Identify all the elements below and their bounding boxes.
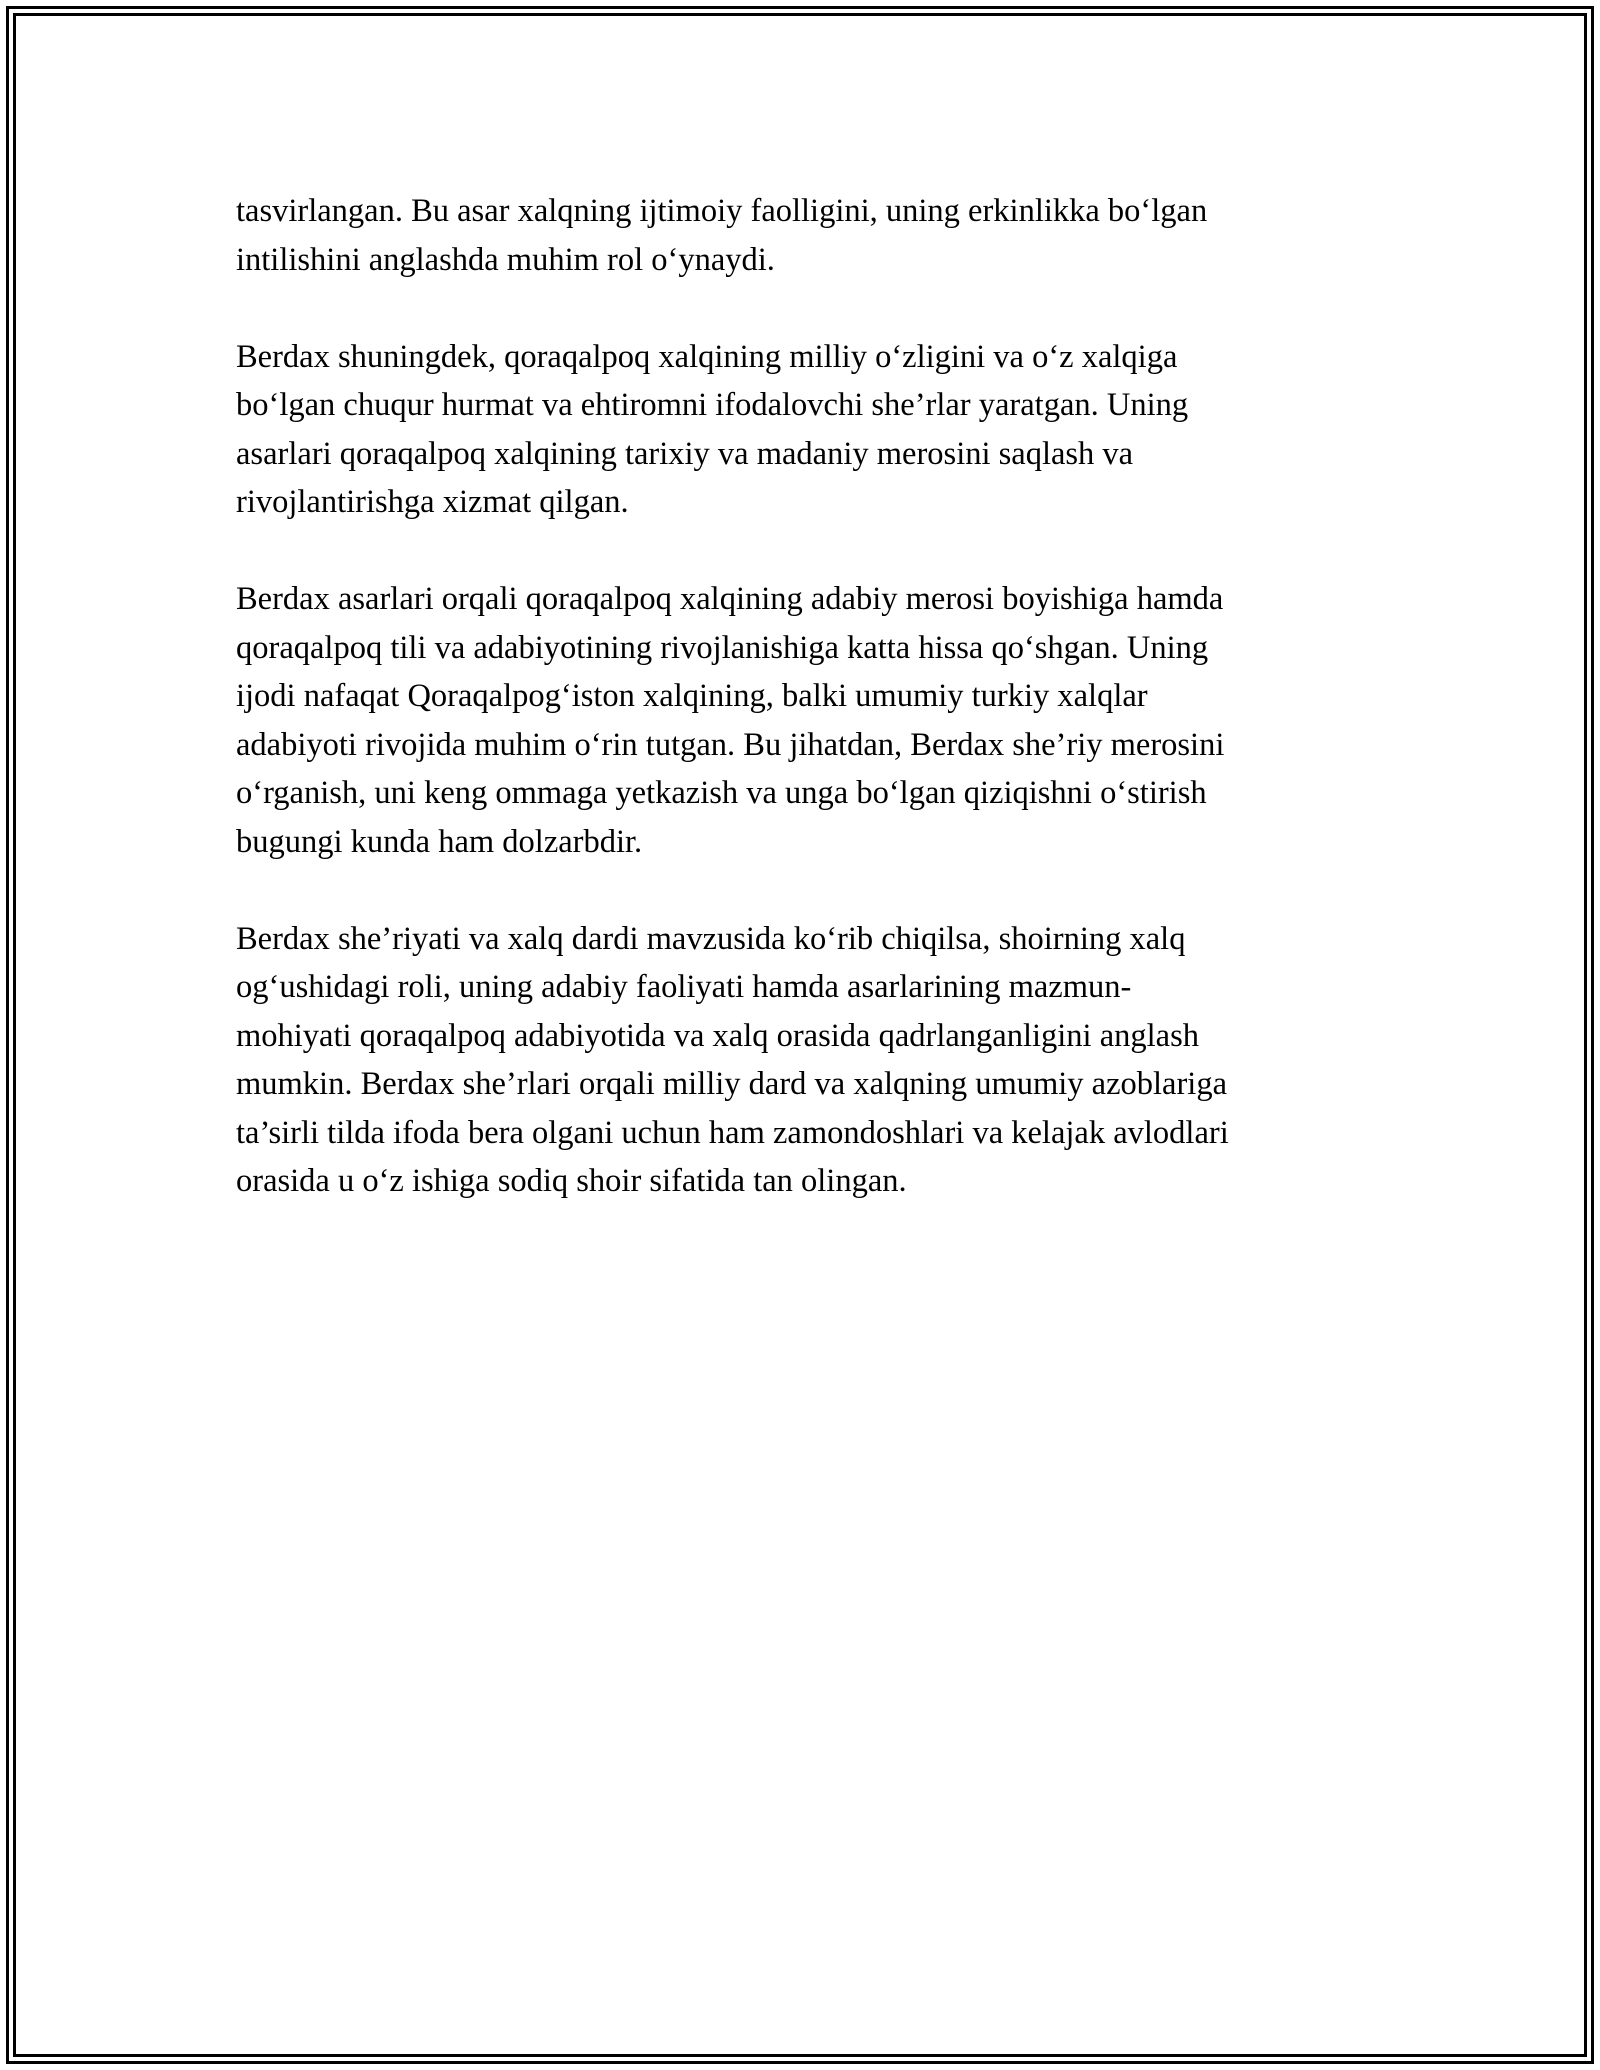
- paragraph-4: Berdax she’riyati va xalq dardi mavzusida ko‘rib chiqilsa, shoirning xalq og‘ushidagi roli, uning adabiy faoliyati hamda asarlarining mazmun- mohiyati qoraqalpoq adabiyotida va xalq orasida qadrlanganligini anglash mumkin. Berdax she’rlari orqali milliy dard va xalqning umumiy azoblariga ta’sirli tilda ifoda bera olgani uchun ham zamondoshlari va kelajak avlodlari orasida u o‘z ishiga sodiq shoir sifatida tan olingan.: [236, 920, 1229, 1199]
- paragraph-3: Berdax asarlari orqali qoraqalpoq xalqining adabiy merosi boyishiga hamda qoraqalpoq tili va adabiyotining rivojlanishiga katta hissa qo‘shgan. Uning ijodi nafaqat Qoraqalpog‘iston xalqining, balki umumiy turkiy xalqlar adabiyoti rivojida muhim o‘rin tutgan. Bu jihatdan, Berdax she’riy merosini o‘rganish, uni keng ommaga yetkazish va unga bo‘lgan qiziqishni o‘stirish bugungi kunda ham dolzarbdir.: [236, 581, 1225, 860]
- paragraph-1: tasvirlangan. Bu asar xalqning ijtimoiy faolligini, uning erkinlikka bo‘lgan intilishini anglashda muhim rol o‘ynaydi.: [236, 193, 1208, 278]
- document-body: [236, 187, 1366, 1254]
- paragraph-2: Berdax shuningdek, qoraqalpoq xalqining milliy o‘zligini va o‘z xalqiga bo‘lgan chuqur hurmat va ehtiromni ifodalovchi she’rlar yaratgan. Uning asarlari qoraqalpoq xalqining tarixiy va madaniy merosini saqlash va rivojlantirishga xizmat qilgan.: [236, 338, 1189, 520]
